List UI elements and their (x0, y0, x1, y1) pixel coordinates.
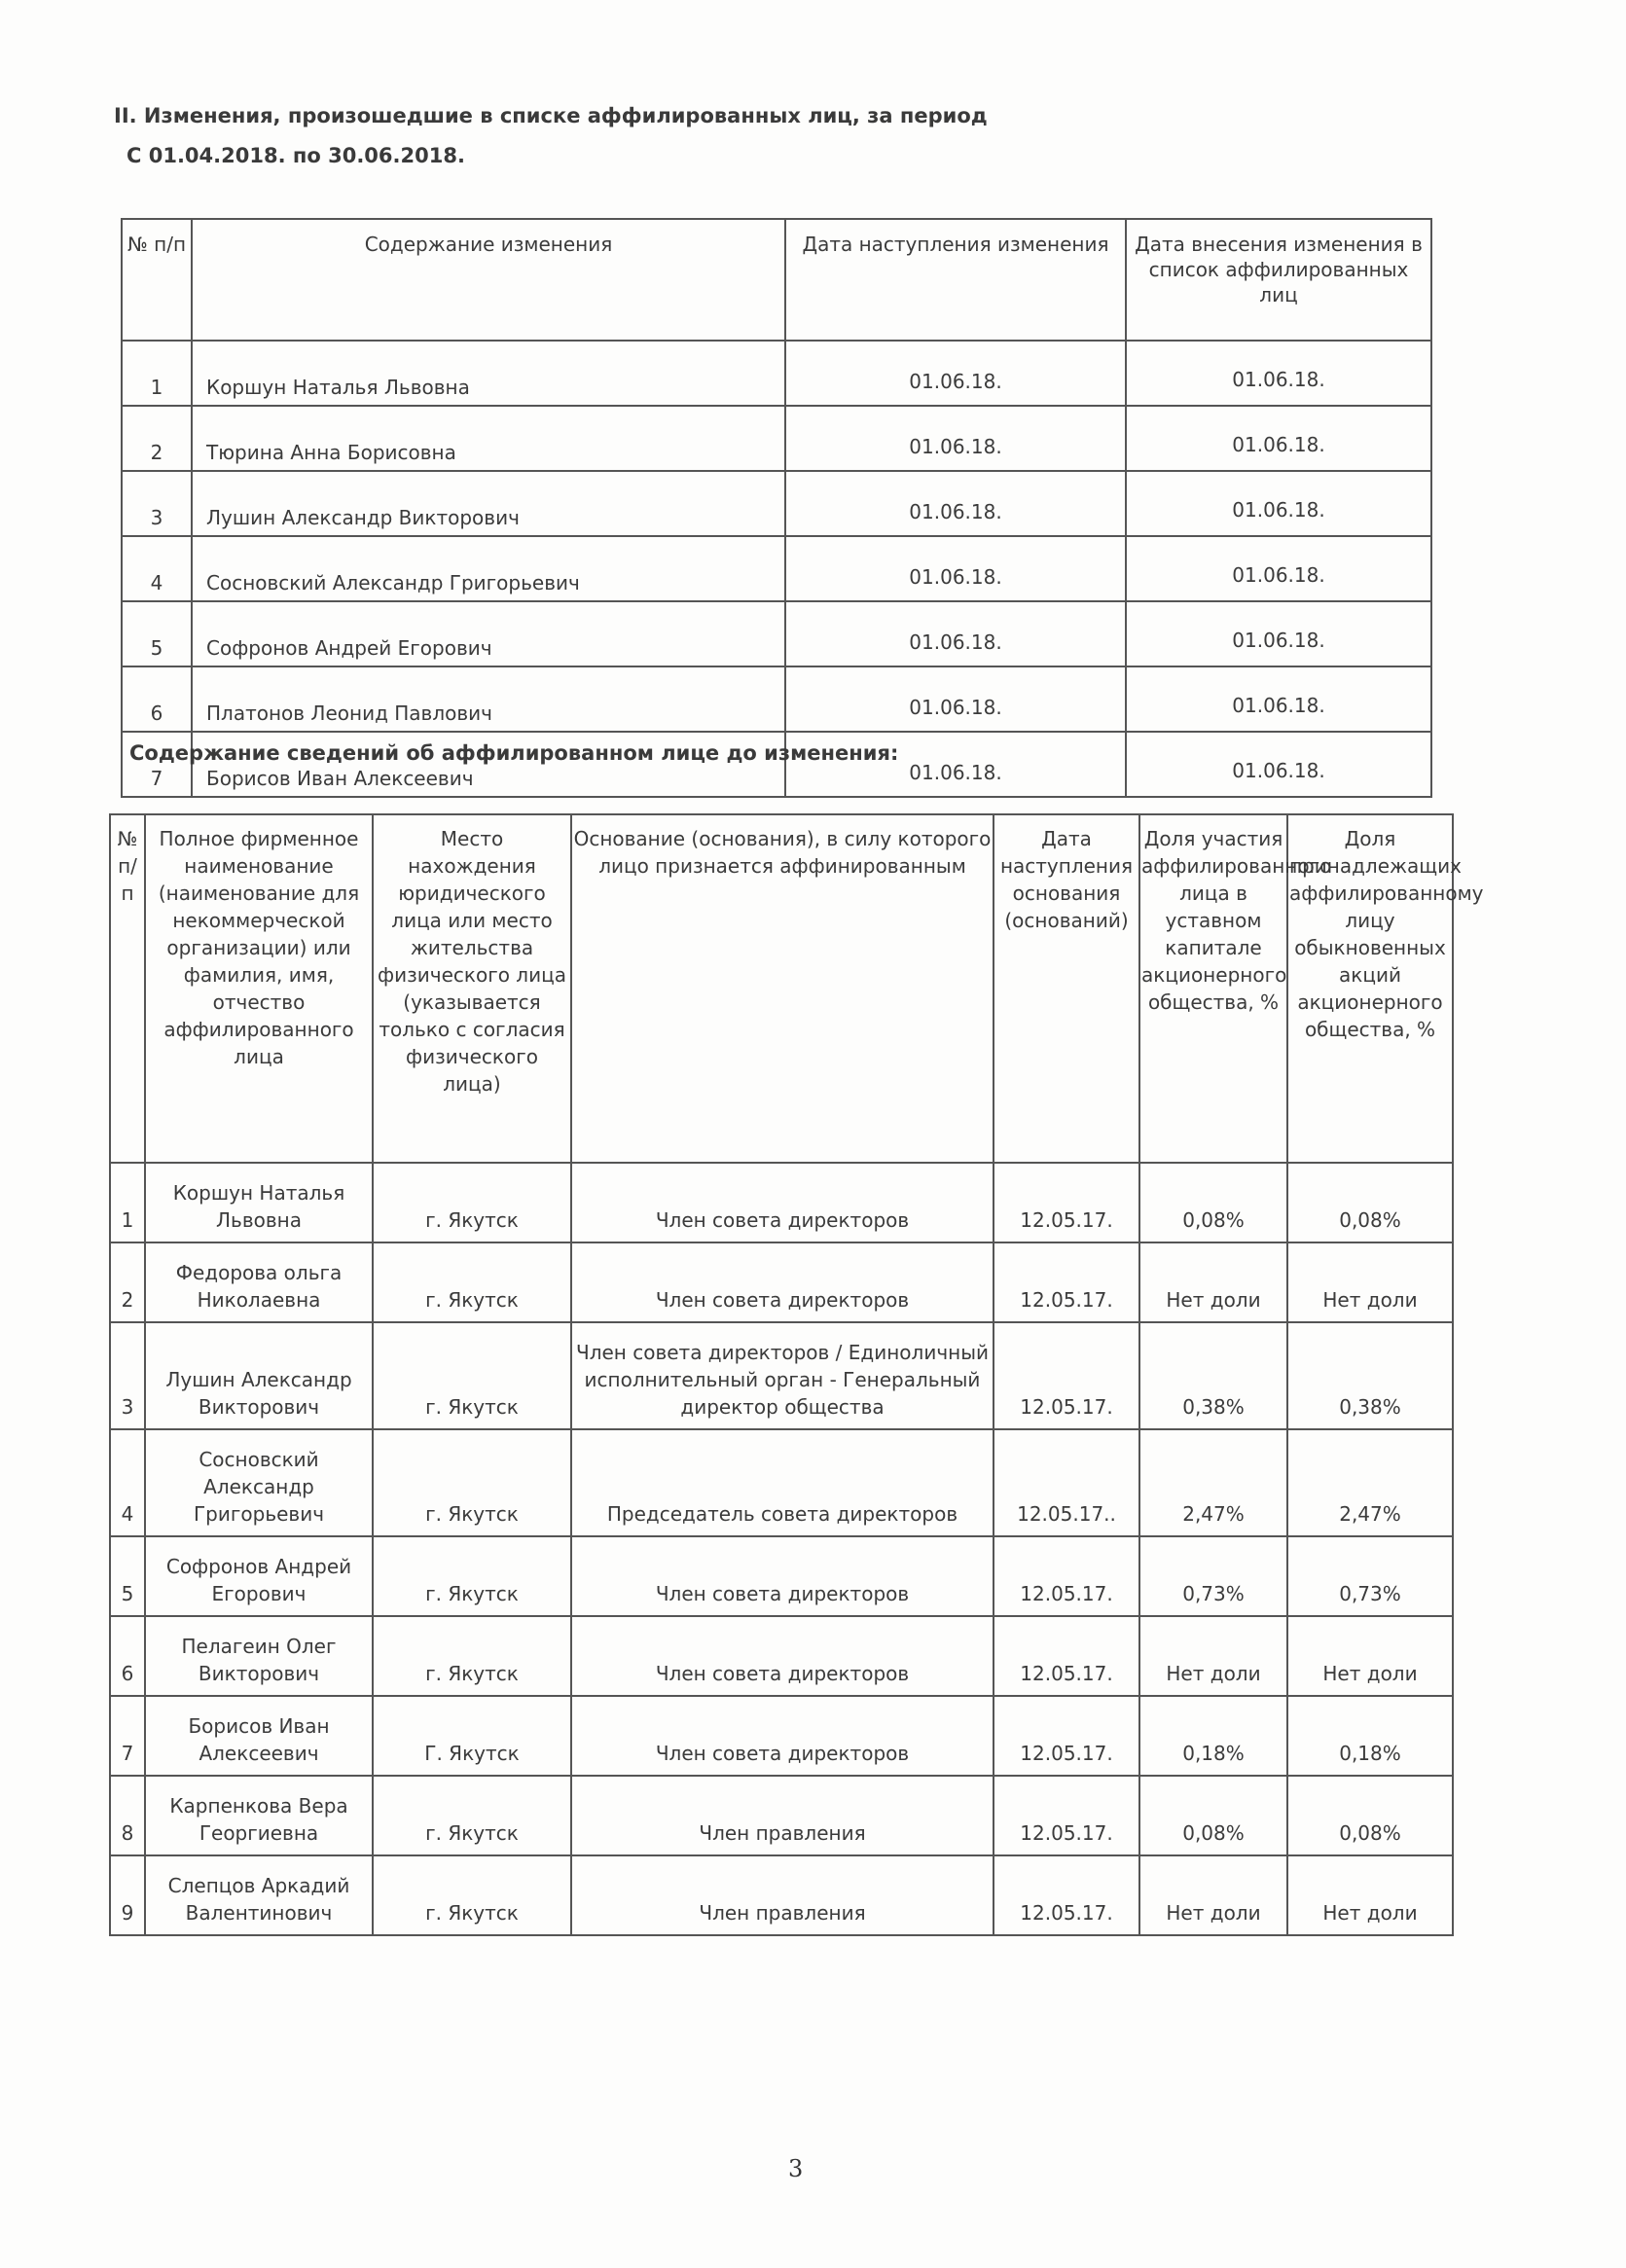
row-share: Нет доли (1139, 1616, 1287, 1696)
before-table-header (110, 814, 1453, 1163)
row-name: Лушин Александр Викторович (145, 1322, 373, 1429)
row-date-entered: 01.06.18. (1126, 536, 1431, 601)
row-name: Федорова ольга Николаевна (145, 1242, 373, 1322)
row-date-entered: 01.06.18. (1126, 666, 1431, 732)
header-share: Доля участия аффилированного лица в уставном капитале акционерного общества, % (1139, 814, 1287, 1163)
table-row (110, 1536, 1453, 1616)
row-num: 4 (122, 536, 192, 601)
row-name: Борисов Иван Алексеевич (145, 1696, 373, 1776)
table-row (110, 1855, 1453, 1935)
row-date: 12.05.17. (994, 1242, 1139, 1322)
row-num: 8 (110, 1776, 145, 1855)
row-name: Борисов Иван Алексеевич (192, 732, 785, 797)
before-change-table (109, 813, 1484, 1936)
row-num: 6 (122, 666, 192, 732)
row-name: Сосновский Александр Григорьевич (192, 536, 785, 601)
row-name: Платонов Леонид Павлович (192, 666, 785, 732)
row-place: г. Якутск (373, 1776, 571, 1855)
row-stock: Нет доли (1287, 1855, 1453, 1935)
changes-table (121, 218, 1432, 798)
row-basis: Член совета директоров (571, 1696, 994, 1776)
header-num: № п/п (110, 814, 145, 1163)
row-share: Нет доли (1139, 1855, 1287, 1935)
row-place: г. Якутск (373, 1616, 571, 1696)
row-num: 3 (122, 471, 192, 536)
header-date-occurred: Дата наступления изменения (785, 219, 1126, 341)
row-place: г. Якутск (373, 1429, 571, 1536)
row-name: Слепцов Аркадий Валентинович (145, 1855, 373, 1935)
row-share: 0,38% (1139, 1322, 1287, 1429)
row-name: Тюрина Анна Борисовна (192, 406, 785, 471)
row-stock: 0,18% (1287, 1696, 1453, 1776)
row-num: 5 (110, 1536, 145, 1616)
row-stock: Нет доли (1287, 1616, 1453, 1696)
row-name: Карпенкова Вера Георгиевна (145, 1776, 373, 1855)
row-date: 12.05.17. (994, 1776, 1139, 1855)
row-basis: Член совета директоров (571, 1616, 994, 1696)
header-stock: Доля принадлежащих аффилированному лицу обыкновенных акций акционерного общества, % (1287, 814, 1453, 1163)
section-period: С 01.04.2018. по 30.06.2018. (126, 144, 465, 167)
row-place: г. Якутск (373, 1855, 571, 1935)
row-date-occurred: 01.06.18. (785, 601, 1126, 666)
row-share: 0,08% (1139, 1163, 1287, 1242)
row-date-entered: 01.06.18. (1126, 601, 1431, 666)
row-name: Сосновский Александр Григорьевич (145, 1429, 373, 1536)
row-num: 1 (122, 341, 192, 406)
row-place: г. Якутск (373, 1242, 571, 1322)
row-basis: Член совета директоров (571, 1536, 994, 1616)
table-row (122, 406, 1431, 471)
row-date-entered: 01.06.18. (1126, 732, 1431, 797)
row-stock: Нет доли (1287, 1242, 1453, 1322)
row-share: 2,47% (1139, 1429, 1287, 1536)
row-place: г. Якутск (373, 1322, 571, 1429)
header-place: Место нахождения юридического лица или место жительства физического лица (указывается только с согласия физического лица) (373, 814, 571, 1163)
row-share: 0,73% (1139, 1536, 1287, 1616)
table-row (110, 1696, 1453, 1776)
row-date: 12.05.17.. (994, 1429, 1139, 1536)
row-date: 12.05.17. (994, 1322, 1139, 1429)
table-row (110, 1429, 1453, 1536)
row-place: г. Якутск (373, 1536, 571, 1616)
row-date-entered: 01.06.18. (1126, 406, 1431, 471)
header-num: № п/п (122, 219, 192, 341)
row-date-entered: 01.06.18. (1126, 471, 1431, 536)
row-date-occurred: 01.06.18. (785, 666, 1126, 732)
row-basis: Член совета директоров (571, 1242, 994, 1322)
header-date: Дата наступления основания (оснований) (994, 814, 1139, 1163)
row-num: 4 (110, 1429, 145, 1536)
table-row (122, 666, 1431, 732)
row-name: Пелагеин Олег Викторович (145, 1616, 373, 1696)
row-date-occurred: 01.06.18. (785, 732, 1126, 797)
row-date-entered: 01.06.18. (1126, 341, 1431, 406)
row-date-occurred: 01.06.18. (785, 406, 1126, 471)
row-name: Лушин Александр Викторович (192, 471, 785, 536)
row-share: Нет доли (1139, 1242, 1287, 1322)
page-number: 3 (788, 2155, 804, 2182)
row-date: 12.05.17. (994, 1616, 1139, 1696)
row-place: г. Якутск (373, 1163, 571, 1242)
table-row (110, 1242, 1453, 1322)
header-date-entered: Дата внесения изменения в список аффилированных лиц (1126, 219, 1431, 341)
header-basis: Основание (основания), в силу которого лицо признается аффинированным (571, 814, 994, 1163)
table-row (110, 1163, 1453, 1242)
table-row (122, 341, 1431, 406)
row-stock: 0,08% (1287, 1163, 1453, 1242)
table-row (110, 1616, 1453, 1696)
row-stock: 0,08% (1287, 1776, 1453, 1855)
table-row (110, 1322, 1453, 1429)
row-date: 12.05.17. (994, 1696, 1139, 1776)
row-num: 2 (122, 406, 192, 471)
table-row (122, 601, 1431, 666)
row-num: 7 (122, 732, 192, 797)
row-share: 0,18% (1139, 1696, 1287, 1776)
header-name: Полное фирменное наименование (наименование для некоммерческой организации) или фамилия, имя, отчество аффилированного лица (145, 814, 373, 1163)
table-row (110, 1776, 1453, 1855)
row-basis: Член совета директоров (571, 1163, 994, 1242)
row-date-occurred: 01.06.18. (785, 341, 1126, 406)
row-share: 0,08% (1139, 1776, 1287, 1855)
row-num: 3 (110, 1322, 145, 1429)
row-name: Софронов Андрей Егорович (192, 601, 785, 666)
row-name: Коршун Наталья Львовна (145, 1163, 373, 1242)
row-date: 12.05.17. (994, 1536, 1139, 1616)
row-num: 2 (110, 1242, 145, 1322)
row-stock: 2,47% (1287, 1429, 1453, 1536)
row-date: 12.05.17. (994, 1163, 1139, 1242)
row-stock: 0,38% (1287, 1322, 1453, 1429)
section-title: II. Изменения, произошедшие в списке аффилированных лиц, за период (114, 104, 988, 127)
row-basis: Член правления (571, 1776, 994, 1855)
row-num: 6 (110, 1616, 145, 1696)
table-row (122, 536, 1431, 601)
row-num: 5 (122, 601, 192, 666)
row-name: Софронов Андрей Егорович (145, 1536, 373, 1616)
row-basis: Член совета директоров / Единоличный исполнительный орган - Генеральный директор общества (571, 1322, 994, 1429)
row-date-occurred: 01.06.18. (785, 536, 1126, 601)
changes-table-header (122, 219, 1431, 341)
table-row (122, 471, 1431, 536)
before-change-title: Содержание сведений об аффилированном лице до изменения: (129, 741, 899, 765)
row-name: Коршун Наталья Львовна (192, 341, 785, 406)
row-basis: Член правления (571, 1855, 994, 1935)
row-num: 7 (110, 1696, 145, 1776)
row-num: 9 (110, 1855, 145, 1935)
row-date: 12.05.17. (994, 1855, 1139, 1935)
row-basis: Председатель совета директоров (571, 1429, 994, 1536)
row-place: Г. Якутск (373, 1696, 571, 1776)
row-num: 1 (110, 1163, 145, 1242)
row-stock: 0,73% (1287, 1536, 1453, 1616)
header-content: Содержание изменения (192, 219, 785, 341)
row-date-occurred: 01.06.18. (785, 471, 1126, 536)
